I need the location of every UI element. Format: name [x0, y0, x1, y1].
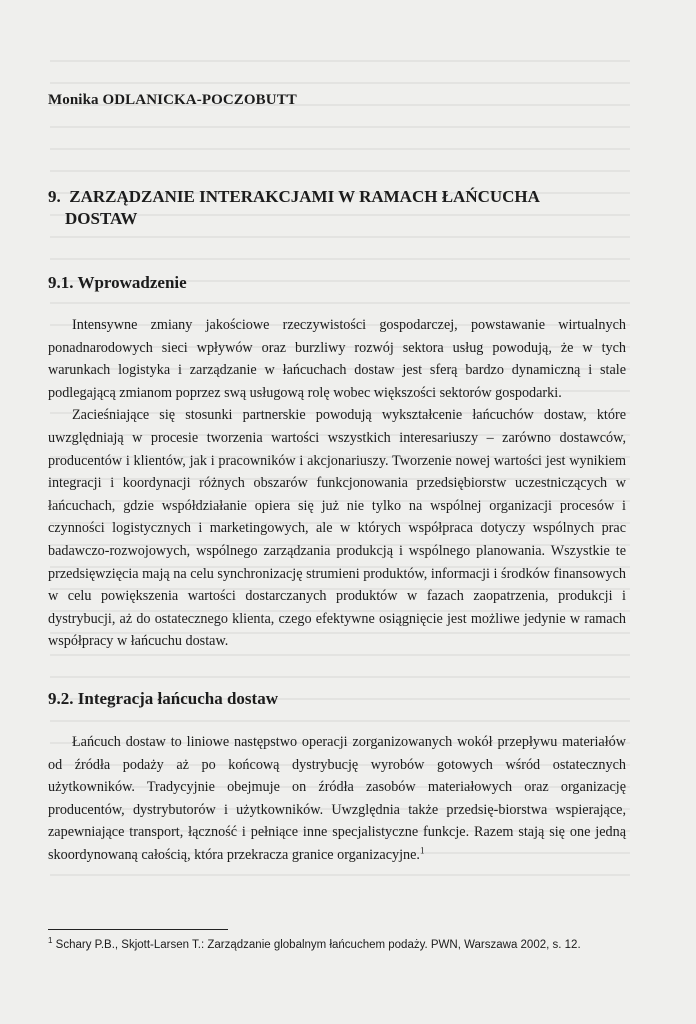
footnote-reference[interactable]: 1: [419, 845, 425, 856]
section-body-integration: [48, 731, 626, 867]
author-first-name: Monika: [48, 92, 99, 108]
footnote-mark: 1: [48, 936, 53, 946]
paragraph: Zacieśniające się stosunki partnerskie powodują wykształcenie łańcuchów dostaw, które uwzględniają w procesie tworzenia wartości wszystkich interesariuszy – zarówno dostawców, producentów i klientów, jak i pracowników i akcjonariuszy. Tworzenie nowej wartości jest wynikiem integracji i koordynacji różnych obszarów funkcjonowania przedsiębiorstw uczestniczących w łańcuchach, gdzie współdziałanie opiera się już nie tylko na wspólnej organizacji procesów i czynności logistycznych i marketingowych, ale w których współpraca dotyczy wspólnych prac badawczo-rozwojowych, wspólnego zarządzania produkcją i wspólnego planowania. Wszystkie te przedsięwzięcia mają na celu synchronizację strumieni produktów, informacji i środków finansowych w celu powiększenia wartości dostarczanych produktów w fazach zaopatrzenia, produkcji i dystrybucji, aż do ostatecznego klienta, czego efektywne osiągnięcie jest możliwe jedynie w ramach współpracy w łańcuchu dostaw.: [48, 407, 626, 650]
footnote-text: Schary P.B., Skjott-Larsen T.: Zarządzanie globalnym łańcuchem podaży. PWN, Warszawa 2002, s. 12.: [55, 939, 581, 951]
section-body-introduction: [48, 314, 626, 653]
paragraph-text: Łańcuch dostaw to liniowe następstwo operacji zorganizowanych wokół przepływu materiałów od źródła podaży aż po końcową dystrybucję wyrobów gotowych wśród ostatecznych użytkowników. Tradycyjnie obejmuje on źródła zasobów materiałowych oraz organizację producentów, dystrybutorów i użytkowników. Uwzględnia także przedsię-biorstwa wspierające, zapewniające transport, łączność i pełniące inne specjalistyczne funkcje. Razem stają się one jedną skoordynowaną całością, która przekracza granice organizacyjne.: [48, 734, 626, 863]
section-heading-introduction: 9.1. Wprowadzenie: [48, 273, 187, 292]
chapter-title: [48, 186, 628, 230]
author-last-name: ODLANICKA-POCZOBUTT: [102, 92, 297, 108]
chapter-title-line-2: DOSTAW: [65, 209, 138, 228]
paragraph: Intensywne zmiany jakościowe rzeczywistości gospodarczej, powstawanie wirtualnych ponadnarodowych sieci wpływów oraz burzliwy rozwój sektora usług powodują, że w tych warunkach logistyka i zarządzanie w łańcuchach dostaw jest sferą bardzo dynamiczną i stale podlegającą zmianom poprzez swą usługową rolę wobec większości sektorów gospodarki.: [48, 317, 626, 401]
author-name: [48, 92, 297, 109]
footnote-divider: [48, 929, 228, 930]
chapter-title-line-1: ZARZĄDZANIE INTERAKCJAMI W RAMACH ŁAŃCUCHA: [69, 187, 540, 206]
paragraph: [48, 731, 626, 867]
footnote: [48, 938, 648, 953]
section-heading-integration: 9.2. Integracja łańcucha dostaw: [48, 689, 278, 708]
chapter-number: 9.: [48, 187, 61, 206]
